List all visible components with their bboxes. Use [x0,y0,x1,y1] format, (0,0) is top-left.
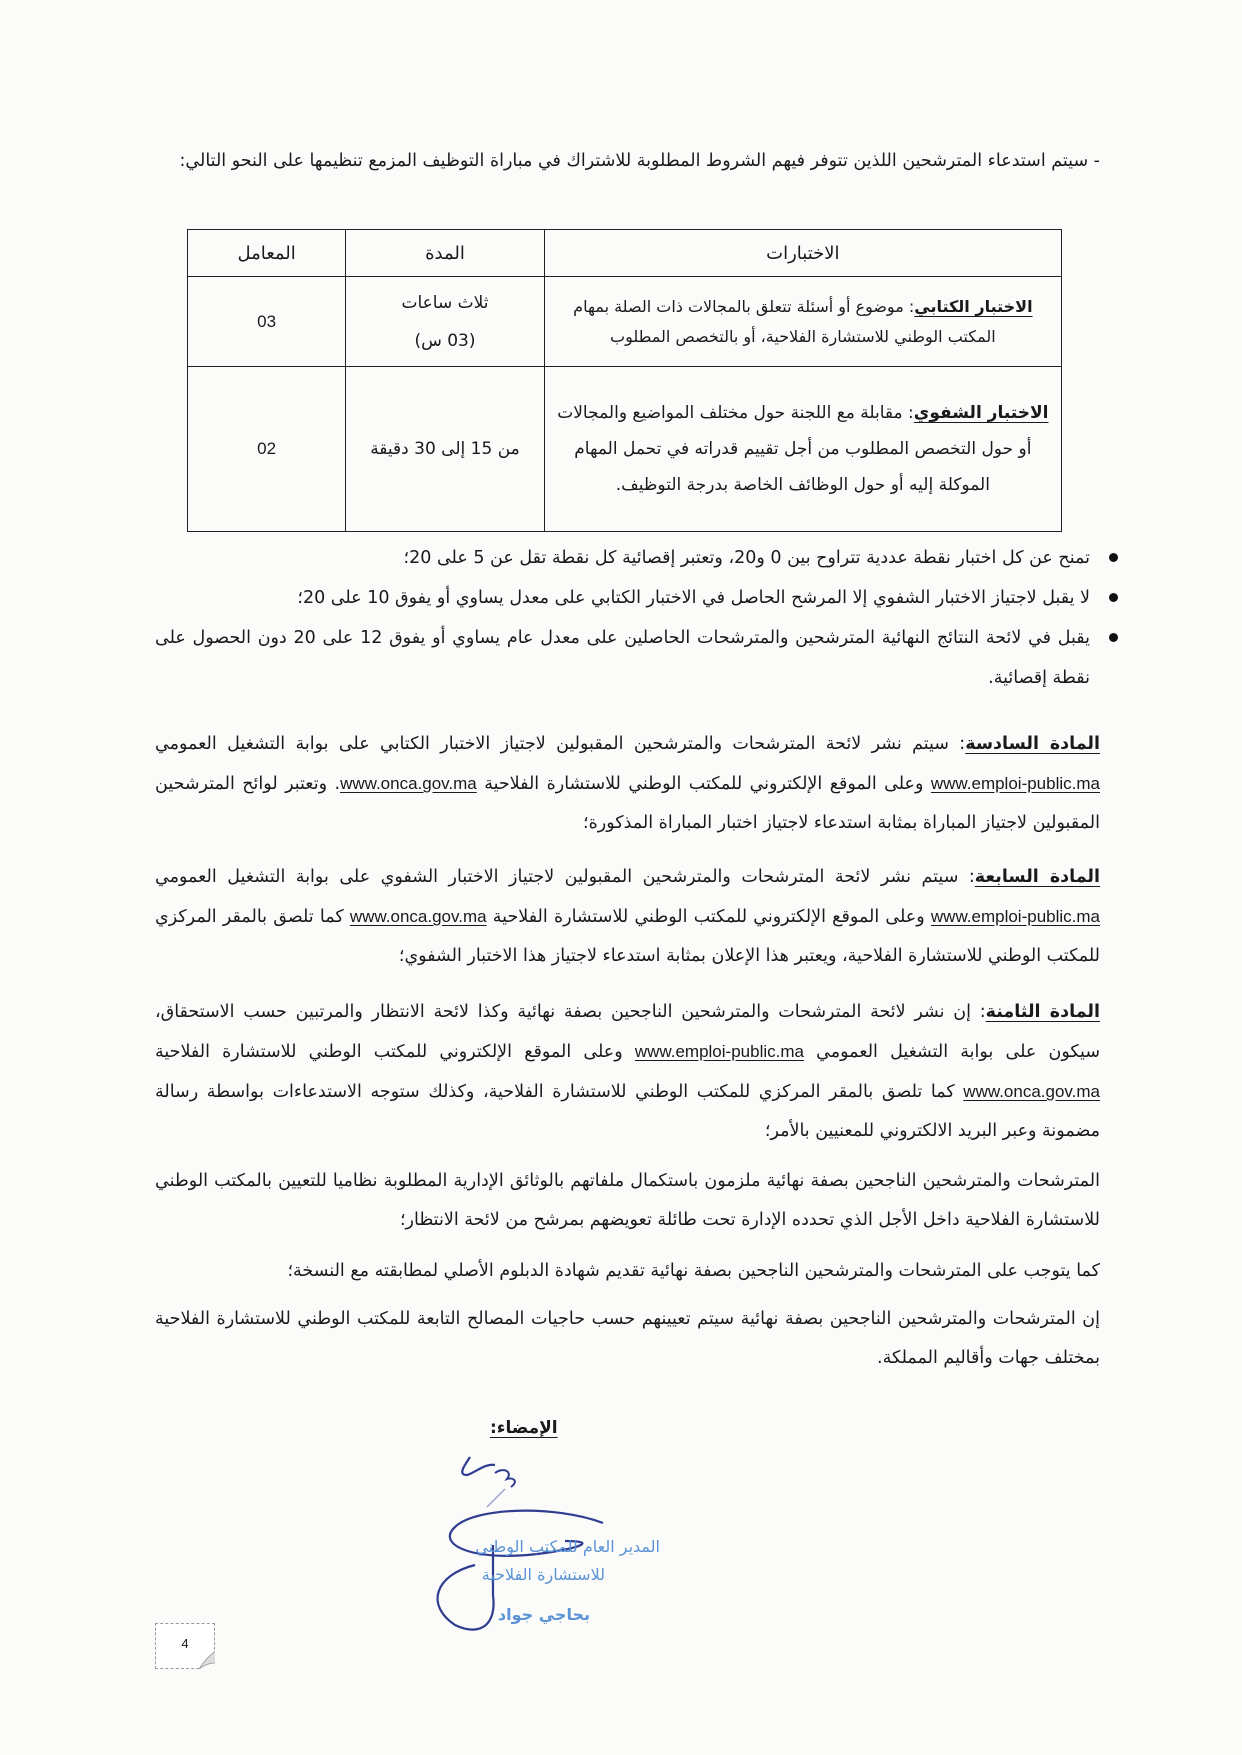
duration-line-1: من 15 إلى 30 دقيقة [370,439,520,459]
article-text: كما تلصق بالمقر المركزي للمكتب الوطني للاستشارة الفلاحية، ويعتبر هذا الإعلان بمثابة استدعاء لاجتياز هذا الاختبار الشفوي؛ [155,907,1100,966]
paragraph-assignment: إن المترشحات والمترشحين الناجحين بصفة نهائية سيتم تعيينهم حسب حاجيات المصالح التابعة للمكتب الوطني للاستشارة الفلاحية بمختلف جهات وأقاليم المملكة. [155,1309,1100,1368]
test-duration [346,367,544,532]
list-item: يقبل في لائحة النتائج النهائية المترشحين والمترشحات الحاصلين على معدل عام يساوي أو يفوق 12 على 20 دون الحصول على نقطة إقصائية. [155,618,1090,698]
intro-paragraph [155,142,1100,181]
article-text: كما تلصق بالمقر المركزي للمكتب الوطني للاستشارة الفلاحية، وكذلك ستوجه الاستدعاءات بواسطة رسالة مضمونة وعبر البريد الالكتروني للمعنيين بالأمر؛ [155,1082,1100,1141]
article-sixth [155,725,1100,843]
duration-line-2: (03 س) [414,330,476,351]
test-coefficient: 02 [188,367,346,532]
rules-list [155,538,1120,698]
signature-stamp [395,1445,675,1635]
list-item: لا يقبل لاجتياز الاختبار الشفوي إلا المرشح الحاصل في الاختبار الكتابي على معدل يساوي أو يفوق 10 على 20؛ [155,578,1090,618]
emploi-public-link[interactable]: www.emploi-public.ma [634,1042,804,1061]
test-duration [346,277,544,367]
header-tests: الاختبارات [544,230,1061,277]
test-description [544,367,1061,532]
test-coefficient: 03 [188,277,346,367]
duration-line-1: ثلاث ساعات [401,292,489,313]
header-coefficient: المعامل [188,230,346,277]
tests-table [187,229,1062,532]
onca-link[interactable]: www.onca.gov.ma [963,1082,1100,1101]
paragraph-diploma: كما يتوجب على المترشحات والمترشحين الناجحين بصفة نهائية تقديم شهادة الدبلوم الأصلي لمطابقته مع النسخة؛ [287,1261,1100,1281]
test-description-text: : موضوع أو أسئلة تتعلق بالمجالات ذات الصلة بمهام المكتب الوطني للاستشارة الفلاحية، أو بالتخصص المطلوب [573,296,996,346]
article-seventh [155,858,1100,976]
article-text: . وتعتبر لوائح المترشحين المقبولين لاجتياز المباراة بمثابة استدعاء لاجتياز اختبار المباراة المذكورة؛ [155,774,1100,833]
article-heading: المادة الثامنة [985,1002,1100,1022]
emploi-public-link[interactable]: www.emploi-public.ma [930,907,1101,926]
stamp-line-3: بحاجي جواد [497,1605,590,1624]
article-eighth [155,993,1100,1151]
test-description [544,277,1061,367]
test-title: الاختبار الكتابي [914,296,1033,316]
article-heading: المادة السابعة [974,867,1101,887]
article-text: وعلى الموقع الإلكتروني للمكتب الوطني للاستشارة الفلاحية [476,774,931,794]
page-number: 4 [181,1636,189,1651]
test-title: الاختبار الشفوي [913,403,1049,423]
article-heading: المادة السادسة [965,734,1101,754]
article-text: وعلى الموقع الإلكتروني للمكتب الوطني للاستشارة الفلاحية [486,907,931,927]
table-row [188,367,1062,532]
article-text: : سيتم نشر لائحة المترشحات والمترشحين المقبولين لاجتياز الاختبار الشفوي على بوابة التشغيل العمومي [155,867,975,887]
article-text: : سيتم نشر لائحة المترشحات والمترشحين المقبولين لاجتياز الاختبار الكتابي على بوابة التشغيل العمومي [155,734,966,754]
intro-text: - سيتم استدعاء المترشحين اللذين تتوفر فيهم الشروط المطلوبة للاشتراك في مباراة التوظيف المزمع تنظيمها على النحو التالي: [179,151,1100,171]
page-curl-icon [195,1651,215,1669]
page-number-box [155,1623,215,1669]
test-description-text: : مقابلة مع اللجنة حول مختلف المواضيع والمجالات أو حول التخصص المطلوب من أجل تقييم قدراته في تحمل المهام الموكلة إليه أو حول الوظائف الخاصة بدرجة التوظيف. [557,403,1032,495]
stamp-line-1: المدير العام للمكتب الوطني [475,1537,660,1556]
emploi-public-link[interactable]: www.emploi-public.ma [930,774,1100,793]
stamp-line-2: للاستشارة الفلاحية [481,1565,605,1584]
header-duration: المدة [346,230,544,277]
signature-label: الإمضاء: [490,1418,558,1438]
article-text: : إن نشر لائحة المترشحات والمترشحين الناجحين بصفة نهائية وكذا لائحة الانتظار والمرتبين حسب الاستحقاق، سيكون على بوابة التشغيل العمومي [155,1002,1100,1062]
article-text: وعلى الموقع الإلكتروني للمكتب الوطني للاستشارة الفلاحية [155,1042,635,1062]
paragraph-documents: المترشحات والمترشحين الناجحين بصفة نهائية ملزمون باستكمال ملفاتهم بالوثائق الإدارية المطلوبة نظاميا للتعيين بالمكتب الوطني للاستشارة الفلاحية داخل الأجل الذي تحدده الإدارة تحت طائلة تعويضهم بمرشح من لائحة الانتظار؛ [155,1171,1100,1230]
list-item: تمنح عن كل اختبار نقطة عددية تتراوح بين 0 و20، وتعتبر إقصائية كل نقطة تقل عن 5 على 20؛ [155,538,1090,578]
table-header-row [188,230,1062,277]
table-row [188,277,1062,367]
onca-link[interactable]: www.onca.gov.ma [340,774,477,793]
onca-link[interactable]: www.onca.gov.ma [349,907,487,926]
